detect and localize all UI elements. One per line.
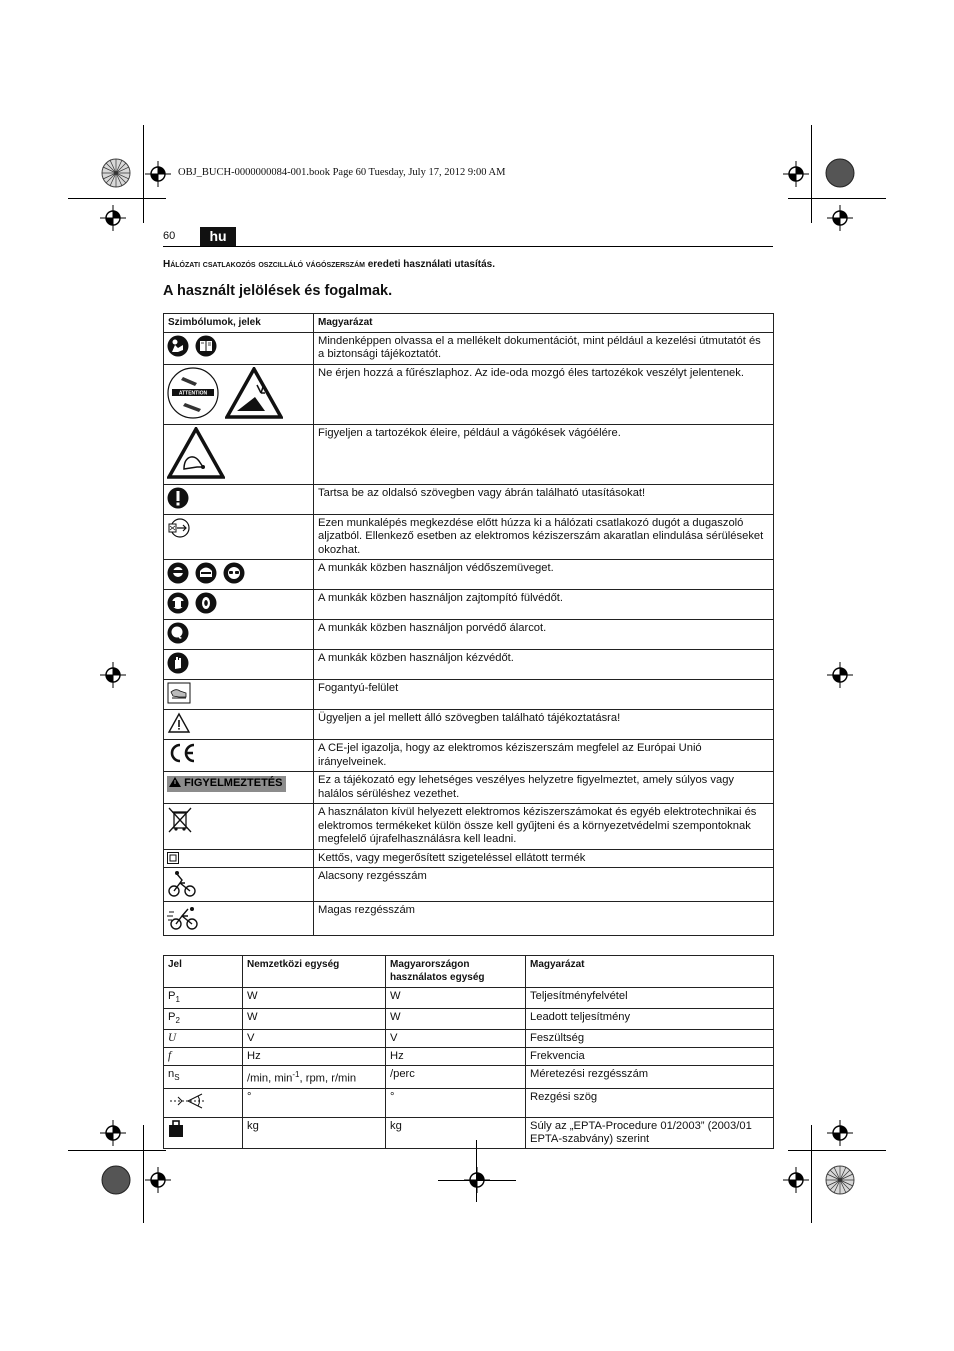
column-header-intl-unit: Nemzetközi egység (243, 956, 386, 988)
column-header-local-unit: Magyarországon használatos egység (386, 956, 526, 988)
row-text: A munkák közben használjon védőszemüveget. (314, 560, 774, 590)
language-badge: hu (200, 227, 236, 246)
row-text: Ügyeljen a jel mellett álló szövegben található tájékoztatásra! (314, 710, 774, 740)
local-unit: /perc (386, 1066, 526, 1089)
crop-mark-tr-h (788, 198, 886, 199)
local-unit: kg (386, 1118, 526, 1149)
registration-target-icon (827, 1120, 853, 1146)
table-row (164, 514, 774, 560)
table-row (164, 804, 774, 850)
crop-mark-bottom-center (476, 1140, 477, 1202)
table-row (164, 1030, 774, 1048)
column-header-symbols: Szimbólumok, jelek (164, 314, 314, 333)
running-title-rest: eredeti használati utasítás. (364, 259, 496, 270)
table-row (164, 650, 774, 680)
grip-surface-icon (167, 682, 191, 704)
table-row (164, 364, 774, 424)
unit-symbol: P (168, 990, 176, 1002)
table-row (164, 849, 774, 868)
oscillation-angle-icon (168, 1091, 208, 1111)
color-calibration-disc-icon (101, 158, 131, 188)
crop-mark-br-v (811, 1125, 812, 1223)
units-table (163, 955, 774, 1149)
row-text: Ezen munkalépés megkezdése előtt húzza ki a hálózati csatlakozó dugót a dugaszoló aljzatból. Ellenkező esetben az elektromos kéziszerszám akaratlan elindulása sérüléseket okozhat. (314, 514, 774, 560)
read-manual-icon (167, 335, 189, 357)
warning-triangle-icon (167, 712, 191, 734)
table-row (164, 988, 774, 1009)
cut-hazard-warning-icon (167, 427, 225, 479)
warning-badge-label: FIGYELMEZTETÉS (184, 777, 283, 789)
row-text: Fogantyú-felület (314, 680, 774, 710)
unit-description: Frekvencia (526, 1048, 774, 1066)
low-speed-bicycle-icon (167, 870, 197, 898)
running-title-smallcaps: Hálózati csatlakozós oszcilláló vágószerszám (163, 259, 365, 270)
crop-mark-tr-v (811, 125, 812, 223)
row-text: A munkák közben használjon porvédő álarcot. (314, 620, 774, 650)
table-row (164, 424, 774, 484)
symbols-table (163, 313, 774, 936)
table-row (164, 868, 774, 902)
safety-glasses-icon (223, 562, 245, 584)
mandatory-action-icon (167, 487, 189, 509)
crop-mark-bl-v (143, 1125, 144, 1223)
unit-symbol-sub: 1 (175, 995, 180, 1005)
gloves-icon (167, 652, 189, 674)
print-header: OBJ_BUCH-0000000084-001.book Page 60 Tuesday, July 17, 2012 9:00 AM (178, 167, 506, 178)
unit-description: Méretezési rezgésszám (526, 1066, 774, 1089)
row-text: A munkák közben használjon kézvédőt. (314, 650, 774, 680)
table-row (164, 1089, 774, 1118)
unit-description: Leadott teljesítmény (526, 1009, 774, 1030)
units-table-header (164, 956, 774, 988)
page-number: 60 (163, 230, 176, 242)
table-row (164, 680, 774, 710)
local-unit: ° (386, 1089, 526, 1118)
crop-mark-bottom-center-h (438, 1180, 516, 1181)
row-text: Magas rezgésszám (314, 902, 774, 936)
table-row (164, 1118, 774, 1149)
intl-unit: Hz (243, 1048, 386, 1066)
intl-unit: kg (243, 1118, 386, 1149)
unplug-icon (167, 517, 191, 539)
ear-protection-icon (167, 592, 189, 614)
column-header-explanation: Magyarázat (314, 314, 774, 333)
row-text: Kettős, vagy megerősített szigeteléssel ellátott termék (314, 849, 774, 868)
goggles-icon (167, 562, 189, 584)
table-row (164, 1009, 774, 1030)
table-row (164, 620, 774, 650)
symbols-table-header (164, 314, 774, 333)
table-row (164, 710, 774, 740)
color-calibration-disc-icon (101, 1165, 131, 1195)
svg-text:ATTENTION: ATTENTION (178, 390, 208, 397)
row-text: Alacsony rezgésszám (314, 868, 774, 902)
table-row (164, 332, 774, 364)
table-row (164, 772, 774, 804)
running-title (163, 259, 495, 270)
registration-target-icon (100, 1120, 126, 1146)
row-text: A munkák közben használjon zajtompító fülvédőt. (314, 590, 774, 620)
row-text: Tartsa be az oldalsó szövegben vagy ábrán található utasításokat! (314, 484, 774, 514)
registration-target-icon (783, 161, 809, 187)
unit-description: Teljesítményfelvétel (526, 988, 774, 1009)
dust-mask-icon (167, 622, 189, 644)
color-calibration-disc-icon (825, 1165, 855, 1195)
local-unit: Hz (386, 1048, 526, 1066)
registration-target-icon (783, 1167, 809, 1193)
table-row (164, 1066, 774, 1089)
table-row (164, 484, 774, 514)
high-speed-bicycle-icon (167, 904, 201, 932)
table-row (164, 1048, 774, 1066)
local-unit: V (386, 1030, 526, 1048)
crop-mark-br-h (788, 1150, 886, 1151)
crop-mark-tl-h (68, 198, 166, 199)
table-row (164, 560, 774, 590)
unit-symbol: f (168, 1050, 172, 1063)
registration-target-icon (145, 1167, 171, 1193)
face-shield-icon (195, 562, 217, 584)
unit-description: Súly az „EPTA-Procedure 01/2003” (2003/01 EPTA-szabvány) szerint (526, 1118, 774, 1149)
row-text: A CE-jel igazolja, hogy az elektromos kéziszerszám megfelel az Európai Unió irányelveinek. (314, 740, 774, 772)
unit-symbol: n (168, 1068, 175, 1081)
intl-unit: ° (243, 1089, 386, 1118)
crop-mark-bl-h (68, 1150, 166, 1151)
intl-unit: W (243, 988, 386, 1009)
crop-mark-tl-v (143, 125, 144, 223)
local-unit: W (386, 1009, 526, 1030)
local-unit: W (386, 988, 526, 1009)
row-text: A használaton kívül helyezett elektromos kéziszerszámokat és egyéb elektrotechnikai és elektromos termékeket külön össze kell gyűjteni és a környezetvédelmi szempontoknak megfelelő újrafelhasználásra kell leadni. (314, 804, 774, 850)
table-row (164, 590, 774, 620)
registration-target-icon (827, 662, 853, 688)
row-text: Mindenképpen olvassa el a mellékelt dokumentációt, mint például a kezelési útmutatót és a biztonsági tájékoztatót. (314, 332, 774, 364)
registration-target-icon (100, 205, 126, 231)
registration-target-icon (145, 161, 171, 187)
column-header-explanation: Magyarázat (526, 956, 774, 988)
registration-target-icon (827, 205, 853, 231)
row-text: Ez a tájékozató egy lehetséges veszélyes helyzetre figyelmeztet, amely súlyos vagy halálos sérüléshez vezethet. (314, 772, 774, 804)
registration-target-icon (100, 662, 126, 688)
weight-icon (168, 1120, 184, 1138)
header-rule (163, 246, 773, 247)
table-row (164, 902, 774, 936)
ce-mark-icon (167, 742, 197, 764)
intl-unit-sup: -1 (292, 1070, 300, 1080)
unit-description: Feszültség (526, 1030, 774, 1048)
intl-unit: /min, min (247, 1073, 293, 1086)
warning-badge-icon (169, 777, 181, 787)
column-header-symbol: Jel (164, 956, 243, 988)
attention-blade-icon (167, 367, 219, 419)
warning-badge (167, 776, 286, 792)
unit-symbol: P (168, 1011, 176, 1024)
row-text: Figyeljen a tartozékok éleire, például a vágókések vágóélére. (314, 424, 774, 484)
color-calibration-disc-icon (825, 158, 855, 188)
unit-symbol: U (168, 1032, 177, 1045)
ear-plug-icon (195, 592, 217, 614)
weee-bin-icon (167, 806, 193, 834)
unit-symbol-sub: S (174, 1073, 180, 1083)
section-title: A használt jelölések és fogalmak. (163, 283, 393, 299)
double-insulation-icon (167, 852, 179, 864)
intl-unit: W (243, 1009, 386, 1030)
intl-unit-rest: , rpm, r/min (299, 1073, 357, 1086)
intl-unit: V (243, 1030, 386, 1048)
unit-symbol-sub: 2 (175, 1016, 180, 1026)
unit-description: Rezgési szög (526, 1089, 774, 1118)
row-text: Ne érjen hozzá a fűrészlaphoz. Az ide-oda mozgó éles tartozékok veszélyt jelentenek. (314, 364, 774, 424)
table-row (164, 740, 774, 772)
sharp-edge-warning-icon (225, 367, 283, 419)
book-icon (195, 335, 217, 357)
